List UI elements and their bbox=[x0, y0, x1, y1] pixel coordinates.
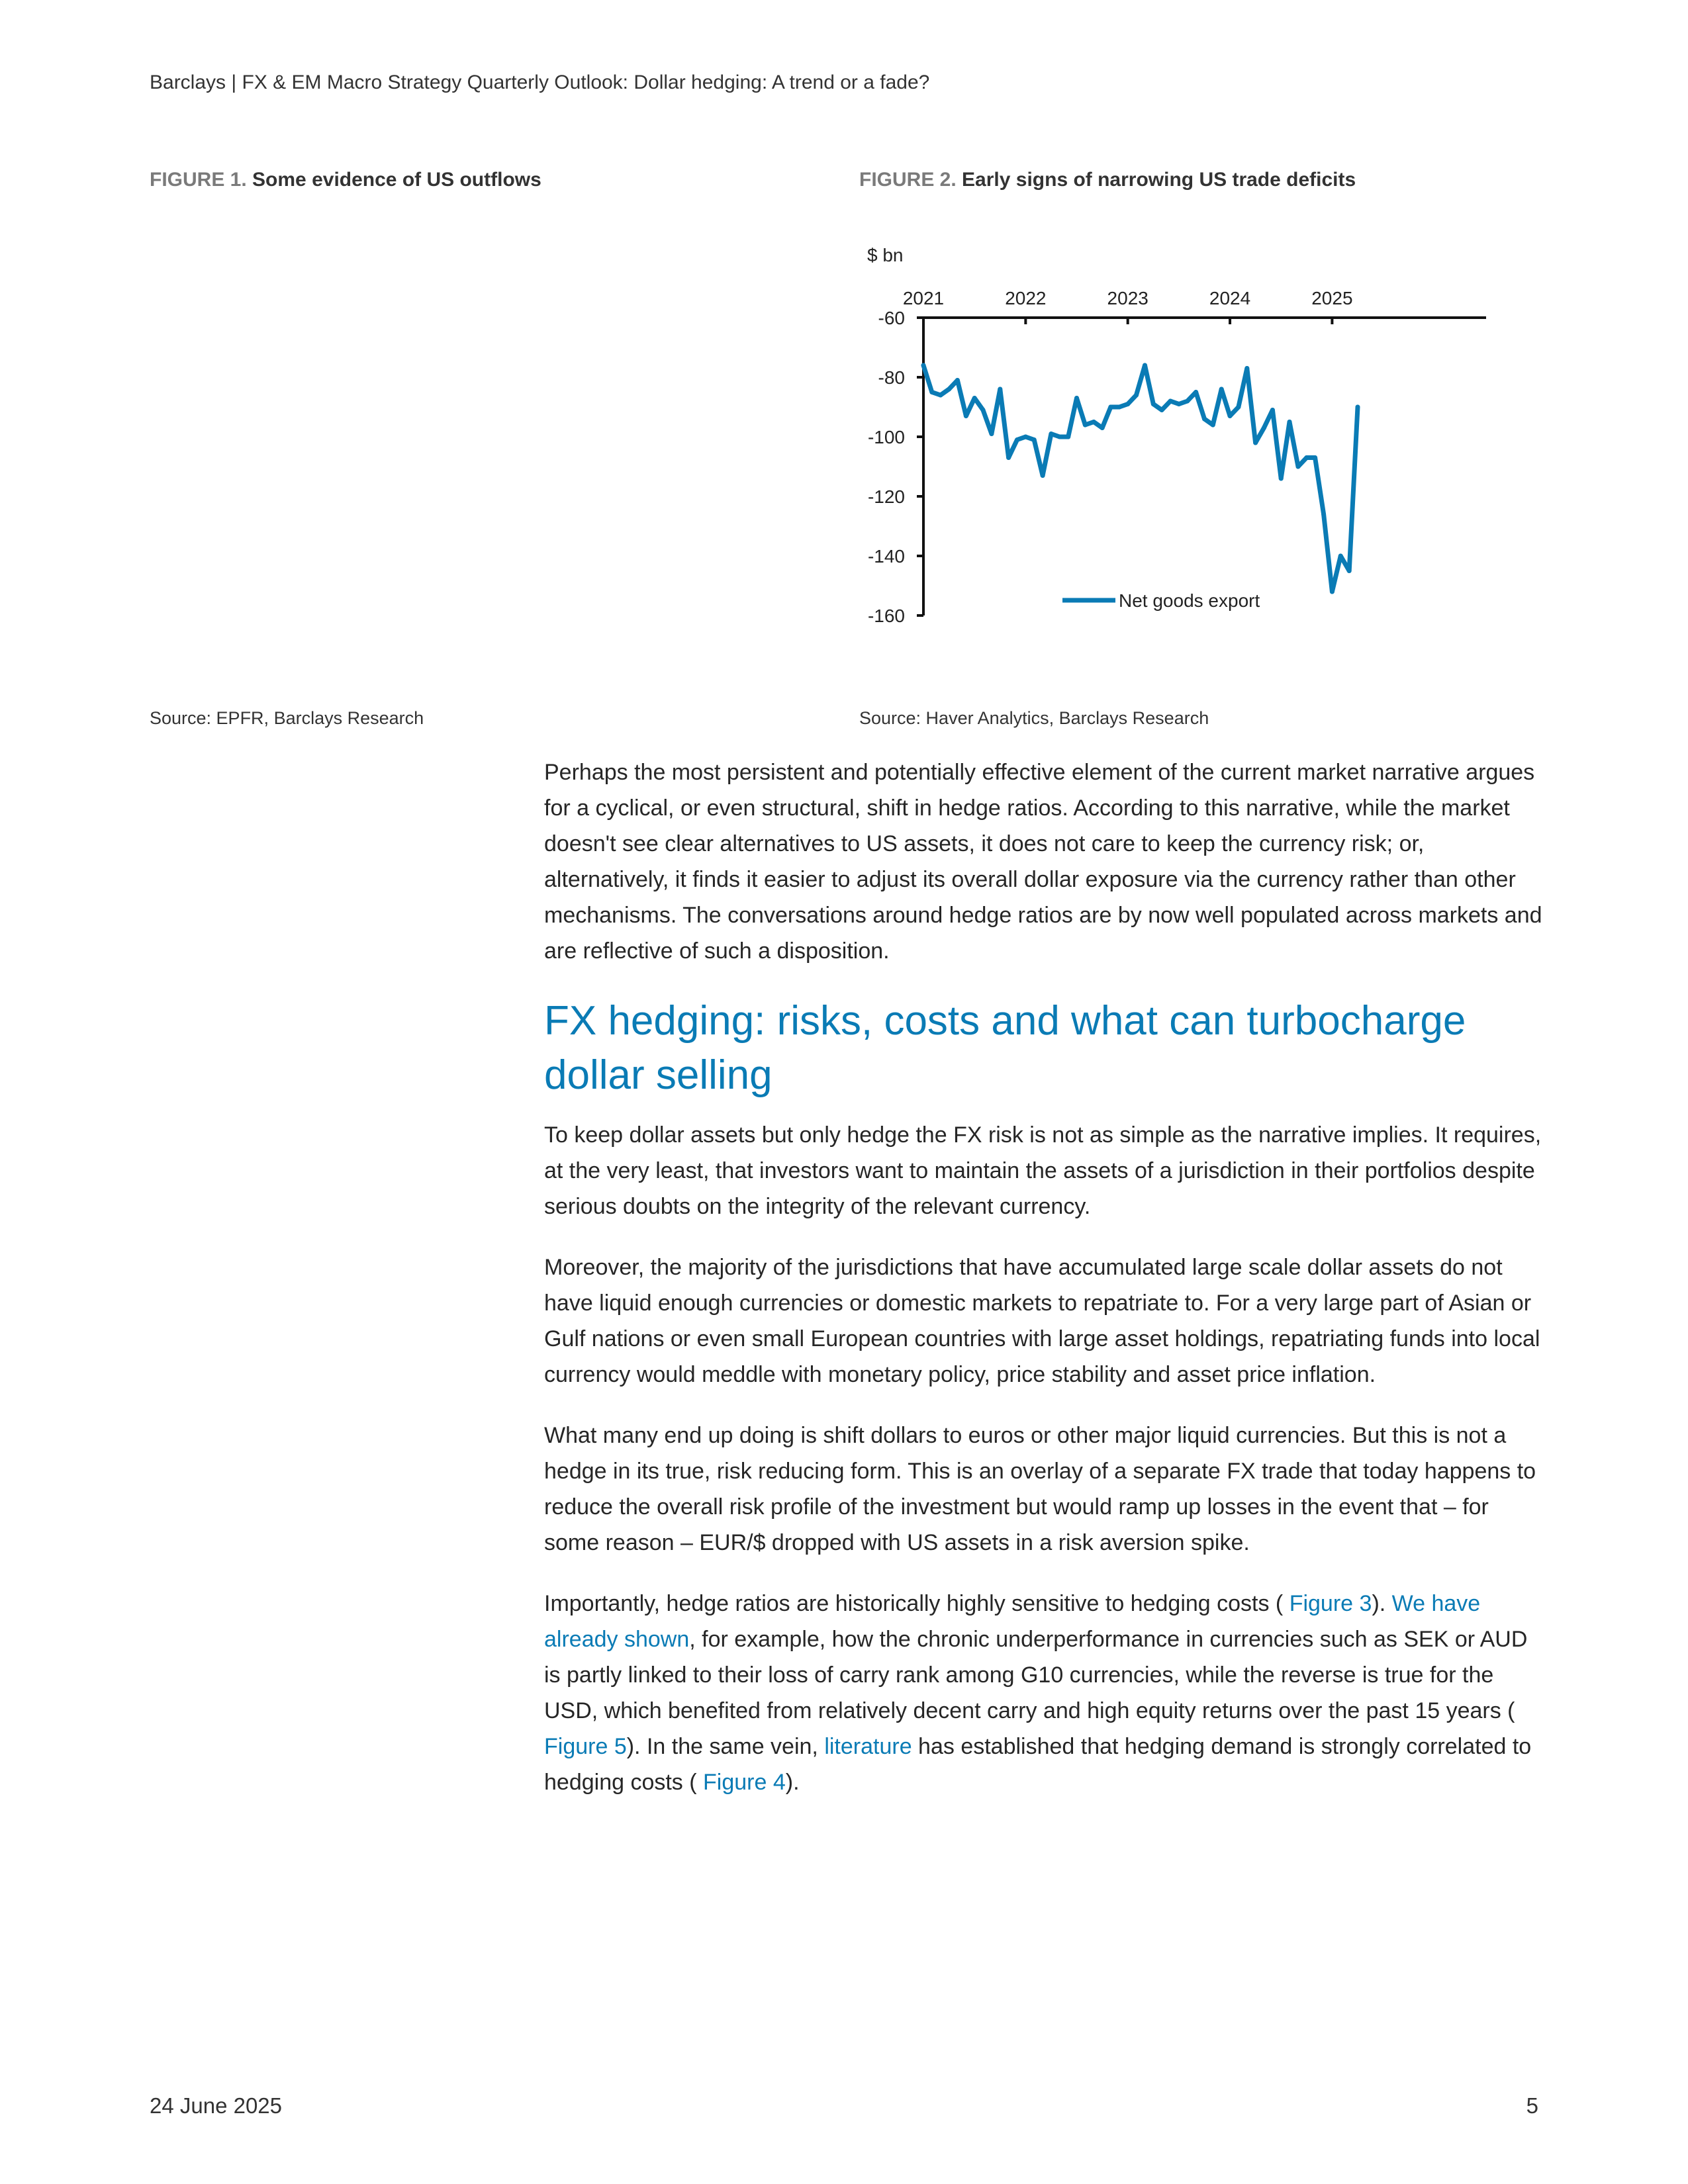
chart-legend bbox=[1062, 590, 1260, 611]
data-point bbox=[1160, 408, 1164, 412]
data-point bbox=[1168, 399, 1173, 404]
data-point bbox=[1015, 437, 1019, 442]
data-point bbox=[1185, 399, 1190, 404]
page-number: 5 bbox=[1526, 2093, 1538, 2118]
paragraph-5-text-5: has established that hedging demand is strongly correlated to hedging costs ( bbox=[544, 1734, 1532, 1795]
data-point bbox=[1304, 455, 1309, 460]
data-point bbox=[1244, 366, 1249, 371]
legend-label: Net goods export bbox=[1119, 590, 1260, 611]
data-point bbox=[1092, 420, 1096, 424]
data-point bbox=[989, 432, 994, 436]
data-point bbox=[1108, 405, 1113, 410]
y-tick-label: -100 bbox=[867, 427, 905, 447]
data-point bbox=[964, 414, 968, 418]
data-point bbox=[998, 387, 1002, 392]
figure-1-title bbox=[150, 169, 541, 191]
data-point bbox=[1228, 414, 1233, 418]
data-point bbox=[1134, 393, 1139, 398]
x-tick-label: 2025 bbox=[1311, 288, 1353, 308]
data-point bbox=[1125, 402, 1130, 406]
data-point bbox=[1151, 402, 1156, 406]
data-point bbox=[1355, 405, 1360, 410]
y-tick-labels bbox=[868, 308, 905, 626]
x-tick-label: 2021 bbox=[902, 288, 945, 308]
data-point bbox=[1211, 423, 1215, 428]
chart-axes bbox=[917, 318, 1486, 615]
data-point bbox=[1236, 405, 1241, 410]
paragraph-4: What many end up doing is shift dollars to euros or other major liquid currencies. But this is not a hedge in its true, risk reducing form. This is an overlay of a separate FX trade that today happens to reduce the overall risk profile of the investment but would ramp up losses in the event that – for some reason – EUR/$ dropped with US assets in a risk aversion spike. bbox=[544, 1423, 1536, 1555]
data-point bbox=[1219, 387, 1224, 392]
paragraph-5-text-1: Importantly, hedge ratios are historically highly sensitive to hedging costs ( bbox=[544, 1591, 1289, 1616]
y-axis-label: $ bn bbox=[867, 245, 904, 265]
body-text bbox=[544, 754, 1542, 1825]
data-point bbox=[1083, 423, 1088, 428]
series-line-net-goods-export bbox=[923, 365, 1358, 592]
data-point bbox=[972, 396, 977, 400]
data-point bbox=[1288, 420, 1292, 424]
y-tick-label: -80 bbox=[878, 367, 905, 388]
data-point bbox=[1330, 590, 1335, 594]
data-point bbox=[1313, 455, 1317, 460]
data-point bbox=[1117, 405, 1121, 410]
running-header: Barclays | FX & EM Macro Strategy Quarterly Outlook: Dollar hedging: A trend or a fade? bbox=[150, 71, 930, 93]
data-point bbox=[1321, 512, 1326, 517]
data-point bbox=[1279, 477, 1284, 481]
data-point bbox=[980, 408, 985, 412]
paragraph-3: Moreover, the majority of the jurisdictions that have accumulated large scale dollar assets do not have liquid enough currencies or domestic markets to repatriate to. For a very large part of Asian or Gulf nations or even small European countries with large asset holdings, repatriating funds into local currency would meddle with monetary policy, price stability and asset price inflation. bbox=[544, 1255, 1540, 1387]
data-point bbox=[1202, 417, 1207, 422]
data-point bbox=[1270, 408, 1275, 412]
data-point bbox=[1057, 435, 1062, 439]
paragraph-5-text-6: ). bbox=[785, 1770, 800, 1795]
data-point bbox=[1176, 402, 1181, 406]
figure-2-caption: Early signs of narrowing US trade deficits bbox=[962, 169, 1356, 191]
data-point bbox=[1262, 426, 1266, 430]
paragraph-5-text-2: ). bbox=[1372, 1591, 1392, 1616]
data-point bbox=[929, 390, 934, 394]
data-point bbox=[1041, 473, 1045, 478]
figure-1-label: FIGURE 1. bbox=[150, 169, 247, 191]
x-tick-labels bbox=[903, 288, 1353, 308]
data-point bbox=[1074, 396, 1079, 400]
data-point bbox=[1066, 435, 1070, 439]
data-point bbox=[1347, 569, 1352, 573]
figure-4-link[interactable]: Figure 4 bbox=[703, 1770, 786, 1795]
trade-deficit-chart bbox=[854, 232, 1516, 642]
data-point bbox=[938, 393, 943, 398]
footer-date: 24 June 2025 bbox=[150, 2093, 283, 2118]
figure-2-label: FIGURE 2. bbox=[859, 169, 957, 191]
figure-2-source: Source: Haver Analytics, Barclays Research bbox=[859, 708, 1209, 728]
figure-3-link[interactable]: Figure 3 bbox=[1289, 1591, 1372, 1616]
data-point bbox=[1032, 437, 1037, 442]
paragraph-5-text-3: , for example, how the chronic underperformance in currencies such as SEK or AUD is partly linked to their loss of carry rank among G10 currencies, while the reverse is true for the USD, which benefited from relatively decent carry and high equity returns over the past 15 years ( bbox=[544, 1627, 1528, 1723]
y-tick-label: -60 bbox=[878, 308, 905, 328]
x-tick-label: 2023 bbox=[1107, 288, 1149, 308]
data-point bbox=[1143, 363, 1147, 368]
paragraph-1: Perhaps the most persistent and potentially effective element of the current market narrative argues for a cyclical, or even structural, shift in hedge ratios. According to this narrative, while the market doesn't see clear alternatives to US assets, it does not care to keep the currency risk; or, alternatively, it finds it easier to adjust its overall dollar exposure via the currency rather than other mechanisms. The conversations around hedge ratios are by now well populated across markets and are reflective of such a disposition. bbox=[544, 760, 1542, 964]
paragraph-2: To keep dollar assets but only hedge the FX risk is not as simple as the narrative implies. It requires, at the very least, that investors want to maintain the assets of a jurisdiction in their portfolios despite serious doubts on the integrity of the relevant currency. bbox=[544, 1122, 1542, 1219]
data-point bbox=[1194, 390, 1198, 394]
data-point bbox=[1100, 426, 1105, 430]
x-tick-label: 2024 bbox=[1209, 288, 1251, 308]
data-point bbox=[921, 363, 926, 368]
figure-5-link[interactable]: Figure 5 bbox=[544, 1734, 627, 1759]
data-point bbox=[947, 387, 951, 392]
data-point bbox=[1338, 554, 1343, 559]
y-tick-label: -120 bbox=[867, 486, 905, 507]
data-point bbox=[1006, 455, 1011, 460]
data-point bbox=[1049, 432, 1053, 436]
paragraph-5-text-4: ). In the same vein, bbox=[626, 1734, 825, 1759]
data-point bbox=[1023, 435, 1028, 439]
paragraph-5 bbox=[544, 1586, 1542, 1800]
y-tick-label: -160 bbox=[867, 606, 905, 626]
section-heading: FX hedging: risks, costs and what can turbocharge dollar selling bbox=[544, 998, 1466, 1098]
x-tick-label: 2022 bbox=[1005, 288, 1047, 308]
already-shown-link[interactable]: We have already shown bbox=[544, 1591, 1481, 1652]
data-point bbox=[1253, 441, 1258, 445]
series-points bbox=[921, 363, 1360, 594]
literature-link[interactable]: literature bbox=[824, 1734, 912, 1759]
y-tick-label: -140 bbox=[867, 546, 905, 567]
data-point bbox=[955, 378, 960, 383]
figure-1-caption: Some evidence of US outflows bbox=[252, 169, 541, 191]
figure-1-source: Source: EPFR, Barclays Research bbox=[150, 708, 424, 728]
data-point bbox=[1295, 465, 1300, 469]
figure-2-title bbox=[859, 169, 1356, 191]
